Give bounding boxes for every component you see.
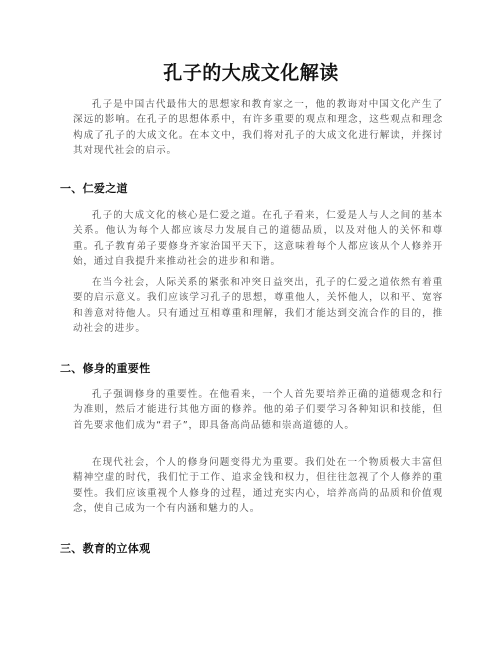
section-2-paragraph-1: 孔子强调修身的重要性。在他看来，一个人首先要培养正确的道德观念和行为准则，然后才能进行其他方面的修养。他的弟子们要学习各种知识和技能，但首先要求他们成为“君子”，即具备高尚品德和崇高道德的人。 bbox=[73, 389, 443, 431]
section-heading-2: 二、修身的重要性 bbox=[60, 362, 151, 375]
section-heading-1: 一、仁爱之道 bbox=[60, 182, 128, 195]
section-heading-3: 三、教育的立体观 bbox=[60, 542, 151, 555]
document-title: 孔子的大成文化解读 bbox=[163, 62, 339, 84]
section-2-paragraph-2: 在现代社会，个人的修身问题变得尤为重要。我们处在一个物质极大丰富但精神空虚的时代，我们忙于工作、追求金钱和权力，但往往忽视了个人修养的重要性。我们应该重视个人修身的过程，通过充实内心，培养高尚的品质和价值观念，使自己成为一个有内涵和魅力的人。 bbox=[73, 457, 443, 515]
intro-paragraph: 孔子是中国古代最伟大的思想家和教育家之一，他的教诲对中国文化产生了深远的影响。在孔子的思想体系中，有许多重要的观点和理念，这些观点和理念构成了孔子的大成文化。在本文中，我们将对孔子的大成文化进行解读，并探讨其对现代社会的启示。 bbox=[73, 99, 443, 157]
section-1-paragraph-1: 孔子的大成文化的核心是仁爱之道。在孔子看来，仁爱是人与人之间的基本关系。他认为每个人都应该尽力发展自己的道德品质，以及对他人的关怀和尊重。孔子教育弟子要修身齐家治国平天下，这意味着每个人都应该从个人修养开始，通过自我提升来推动社会的进步和和谐。 bbox=[73, 210, 443, 268]
section-1-paragraph-2: 在当今社会，人际关系的紧张和冲突日益突出，孔子的仁爱之道依然有着重要的启示意义。我们应该学习孔子的思想，尊重他人，关怀他人，以和平、宽容和善意对待他人。只有通过互相尊重和理解，我们才能达到交流合作的目的，推动社会的进步。 bbox=[73, 277, 443, 335]
